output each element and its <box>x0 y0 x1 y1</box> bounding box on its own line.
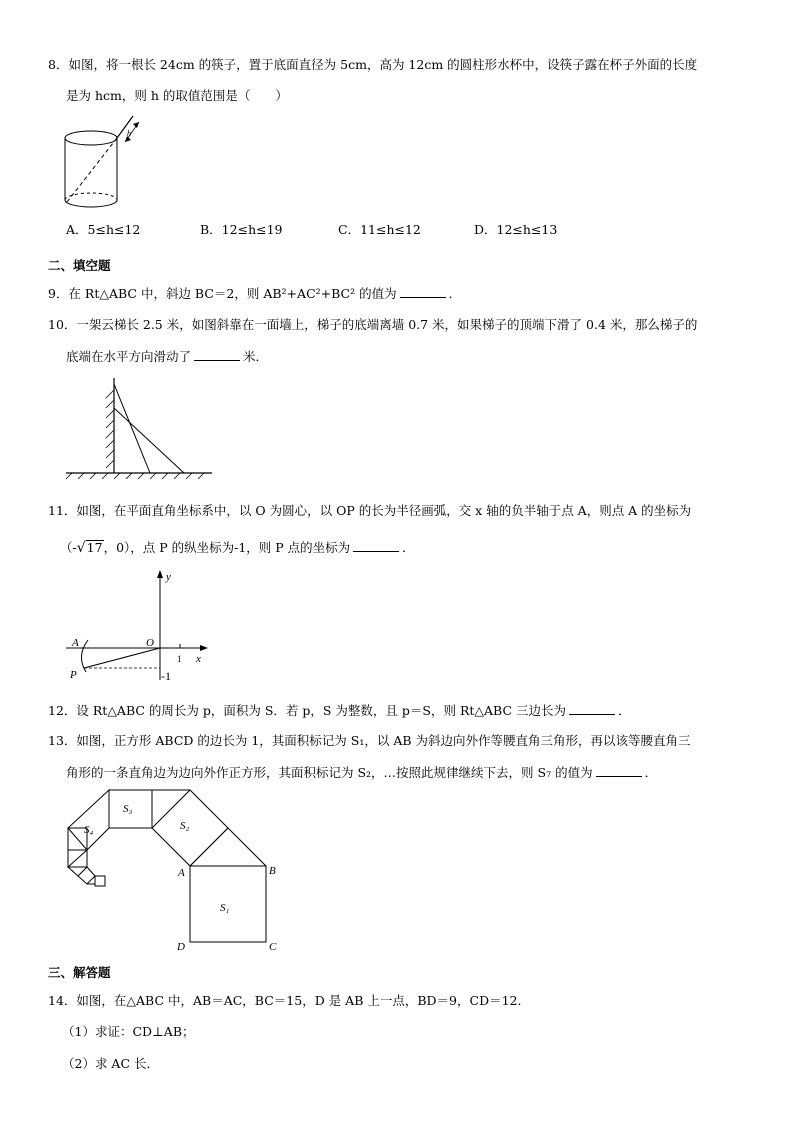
q13-label-s2: S₂ <box>180 820 190 832</box>
q9-stem: 9．在 Rt△ABC 中，斜边 BC＝2，则 AB²+AC²+BC² 的值为 <box>48 286 397 301</box>
q10-end: 米． <box>243 349 269 364</box>
q12-answer-blank[interactable] <box>569 702 615 715</box>
section-fill-in: 二、填空题 <box>48 258 111 273</box>
q9-text <box>48 285 461 302</box>
q8-option-a[interactable]: A．5≤h≤12 <box>66 222 141 237</box>
q13-squares-figure <box>60 784 290 954</box>
q10-ladder-figure <box>62 378 222 478</box>
q8-option-b[interactable]: B．12≤h≤19 <box>200 222 283 237</box>
q14-part2: （2）求 AC 长． <box>62 1056 159 1071</box>
q11-label-one: 1 <box>177 654 182 664</box>
q11-label-a: A <box>72 637 79 649</box>
q13-label-s3: S₃ <box>123 803 133 815</box>
q13-label-a: A <box>178 867 185 879</box>
q11-label-neg-one: -1 <box>161 669 171 683</box>
q13-line2 <box>66 764 657 781</box>
q11-coord-open: （- <box>60 540 77 555</box>
q13-line1: 13．如图，正方形 ABCD 的边长为 1，其面积标记为 S₁，以 AB 为斜边向外作等腰直角三角形，再以该等腰直角三 <box>48 733 691 748</box>
q14-line1: 14．如图，在△ABC 中，AB＝AC，BC＝15，D 是 AB 上一点，BD＝9，CD＝12． <box>48 993 531 1008</box>
q11-label-y: y <box>166 571 171 583</box>
q13-end: ． <box>644 765 658 780</box>
q14-part1: （1）求证：CD⊥AB； <box>62 1024 195 1039</box>
q10-line1: 10．一架云梯长 2.5 米，如图斜靠在一面墙上，梯子的底端离墙 0.7 米，如果梯子的顶端下滑了 0.4 米，那么梯子的 <box>48 317 698 332</box>
q13-line2-text: 角形的一条直角边为边向外作正方形，其面积标记为 S₂，…按照此规律继续下去，则 S₇ 的值为 <box>66 765 593 780</box>
q12-text <box>48 702 631 719</box>
q10-answer-blank[interactable] <box>194 348 240 361</box>
q11-line2 <box>60 539 415 556</box>
q13-label-b: B <box>269 865 276 877</box>
section-solutions: 三、解答题 <box>48 965 111 980</box>
q11-answer-blank[interactable] <box>353 539 399 552</box>
q13-label-s4: S₄ <box>84 824 94 836</box>
q13-label-s1: S₁ <box>220 902 230 914</box>
q8-cup-figure <box>55 108 165 208</box>
q8-line1: 8．如图，将一根长 24cm 的筷子，置于底面直径为 5cm，高为 12cm 的圆柱形水杯中，设筷子露在杯子外面的长度 <box>48 57 698 72</box>
q12-end: ． <box>617 703 631 718</box>
q9-end: ． <box>448 286 462 301</box>
q13-answer-blank[interactable] <box>596 764 642 777</box>
q10-line2 <box>66 348 268 365</box>
q11-label-x: x <box>196 653 201 665</box>
q11-end: ． <box>402 540 415 555</box>
q10-line2-text: 底端在水平方向滑动了 <box>66 349 192 364</box>
q9-answer-blank[interactable] <box>400 285 446 298</box>
q11-coordinate-figure <box>62 568 212 686</box>
q11-radicand: 17 <box>86 540 103 555</box>
q8-option-c[interactable]: C．11≤h≤12 <box>338 222 421 237</box>
q13-label-d: D <box>177 941 185 953</box>
q8-option-d[interactable]: D．12≤h≤13 <box>474 222 558 237</box>
q11-label-o: O <box>146 637 154 649</box>
sqrt-icon: √ <box>76 540 86 556</box>
q12-stem: 12．设 Rt△ABC 的周长为 p，面积为 S．若 p，S 为整数，且 p＝S，则 Rt△ABC 三边长为 <box>48 703 566 718</box>
q11-line2-text: ，0），点 P 的纵坐标为-1，则 P 点的坐标为 <box>103 540 351 555</box>
q13-label-c: C <box>269 941 277 953</box>
q8-label-h: h <box>127 129 131 138</box>
q11-line1: 11．如图，在平面直角坐标系中，以 O 为圆心，以 OP 的长为半径画弧，交 x 轴的负半轴于点 A，则点 A 的坐标为 <box>48 503 692 518</box>
q11-label-p: P <box>70 669 77 681</box>
q8-line2: 是为 hcm，则 h 的取值范围是（ ） <box>66 88 288 103</box>
